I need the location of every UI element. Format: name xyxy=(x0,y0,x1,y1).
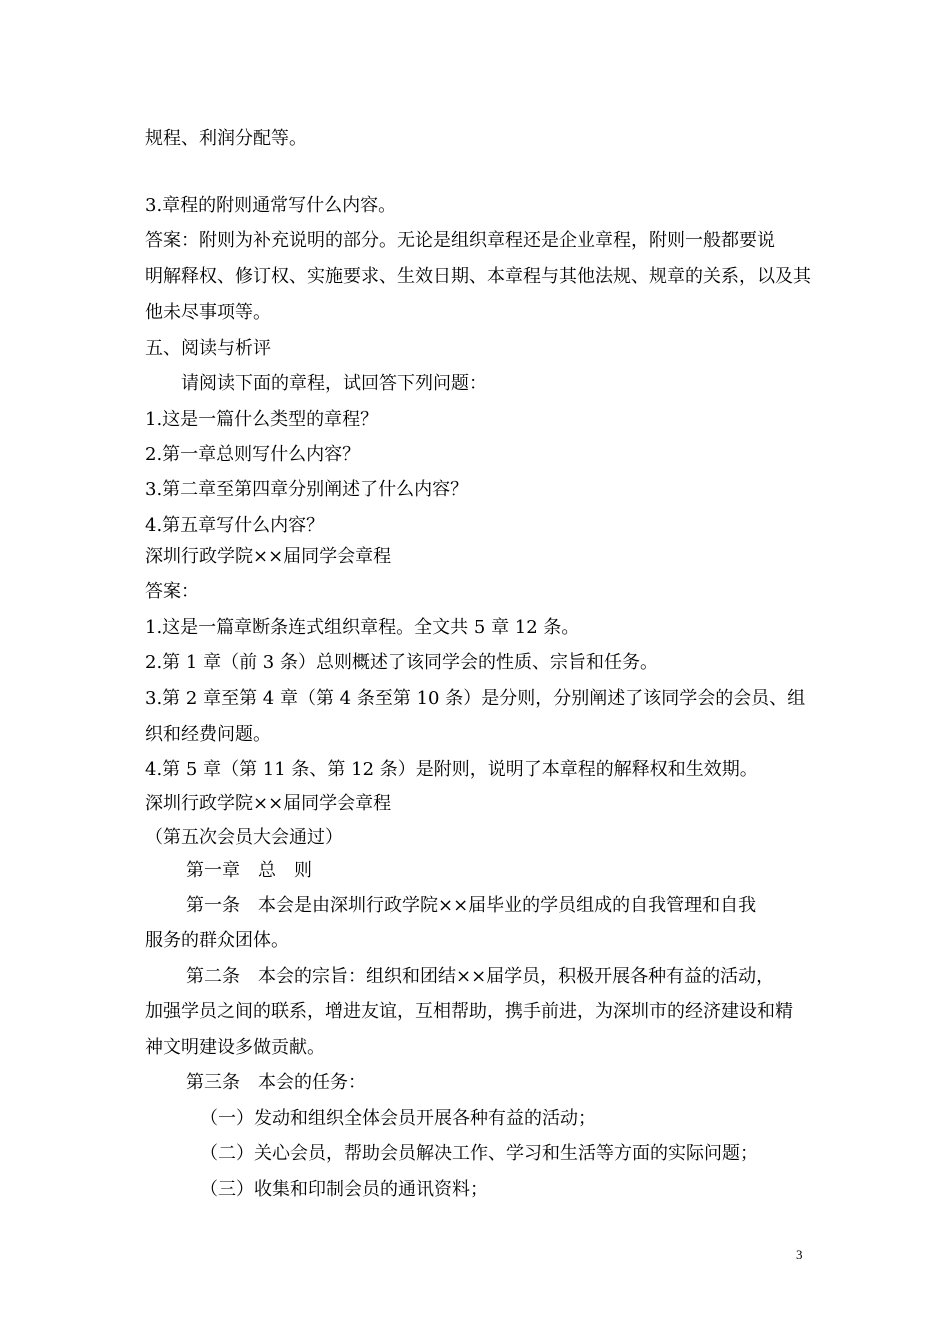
text-line: 神文明建设多做贡献。 xyxy=(145,1037,325,1058)
page-number: 3 xyxy=(796,1247,803,1262)
answer-item: 4.第 5 章（第 11 条、第 12 条）是附则，说明了本章程的解释权和生效期。 xyxy=(145,759,758,780)
question-item: 1.这是一篇什么类型的章程？ xyxy=(145,409,379,430)
text-line: 织和经费问题。 xyxy=(145,724,271,745)
charter-subtitle: （第五次会员大会通过） xyxy=(145,827,343,848)
chapter-heading: 第一章 总 则 xyxy=(186,860,312,881)
text-line: 他未尽事项等。 xyxy=(145,302,271,323)
text-line: 请阅读下面的章程，试回答下列问题： xyxy=(181,373,487,394)
question-item: 4.第五章写什么内容？ xyxy=(145,515,325,536)
answer-item: 2.第 1 章（前 3 条）总则概述了该同学会的性质、宗旨和任务。 xyxy=(145,652,658,673)
question-item: 3.第二章至第四章分别阐述了什么内容？ xyxy=(145,479,469,500)
text-line: 加强学员之间的联系，增进友谊，互相帮助，携手前进，为深圳市的经济建设和精 xyxy=(145,1001,793,1022)
text-line: 明解释权、修订权、实施要求、生效日期、本章程与其他法规、规章的关系，以及其 xyxy=(145,266,811,287)
article-line: 第一条 本会是由深圳行政学院××届毕业的学员组成的自我管理和自我 xyxy=(186,895,757,916)
task-item: （一）发动和组织全体会员开展各种有益的活动； xyxy=(200,1108,596,1129)
task-item: （三）收集和印制会员的通讯资料； xyxy=(200,1179,488,1200)
question-item: 2.第一章总则写什么内容？ xyxy=(145,444,361,465)
text-line: 服务的群众团体。 xyxy=(145,930,289,951)
question-heading: 3.章程的附则通常写什么内容。 xyxy=(145,195,397,216)
task-item: （二）关心会员，帮助会员解决工作、学习和生活等方面的实际问题； xyxy=(200,1143,758,1164)
text-line: 深圳行政学院××届同学会章程 xyxy=(145,546,392,567)
text-line: 规程、利润分配等。 xyxy=(145,128,307,149)
article-line: 第三条 本会的任务： xyxy=(186,1072,366,1093)
section-heading: 五、阅读与析评 xyxy=(145,338,271,359)
answer-item: 1.这是一篇章断条连式组织章程。全文共 5 章 12 条。 xyxy=(145,617,580,638)
text-line: 答案：附则为补充说明的部分。无论是组织章程还是企业章程，附则一般都要说 xyxy=(145,230,775,251)
answer-item: 3.第 2 章至第 4 章（第 4 条至第 10 条）是分则，分别阐述了该同学会的会员、组 xyxy=(145,688,806,709)
answer-label: 答案： xyxy=(145,581,199,602)
charter-title: 深圳行政学院××届同学会章程 xyxy=(145,793,392,814)
article-line: 第二条 本会的宗旨：组织和团结××届学员，积极开展各种有益的活动， xyxy=(186,966,775,987)
